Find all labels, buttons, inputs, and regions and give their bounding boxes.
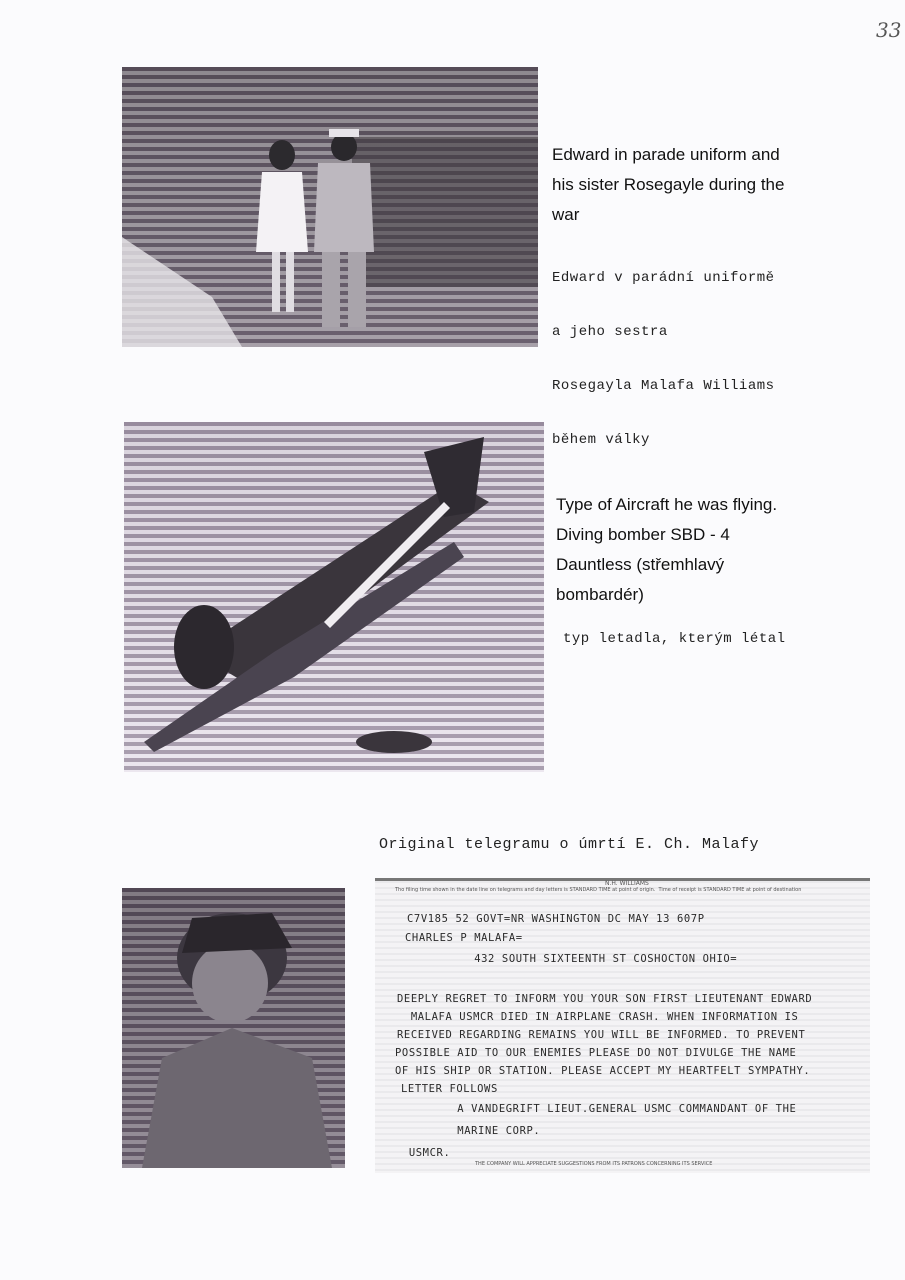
caption-1-english-line: his sister Rosegayle during the [552,175,785,194]
telegram-footer-note: THE COMPANY WILL APPRECIATE SUGGESTIONS FROM ITS PATRONS CONCERNING ITS SERVICE [475,1161,713,1167]
telegram-line: MALAFA USMCR DIED IN AIRPLANE CRASH. WHEN INFORMATION IS [397,1011,799,1023]
telegram-line: LETTER FOLLOWS [401,1083,498,1095]
caption-1-czech-line: Edward v parádní uniformě [552,270,775,286]
caption-2-czech: typ letadla, kterým létal [563,631,786,647]
caption-2-english-line: Diving bomber SBD - 4 [556,525,730,544]
caption-1-czech-line: během války [552,432,650,448]
caption-2-english [556,490,796,610]
photo-edward-and-sister [122,67,538,347]
telegram-line: 432 SOUTH SIXTEENTH ST COSHOCTON OHIO= [405,953,738,965]
caption-2-english-line: Type of Aircraft he was flying. [556,495,778,514]
telegram-line: C7V185 52 GOVT=NR WASHINGTON DC MAY 13 607P [407,913,705,925]
caption-1-english [552,140,832,230]
caption-1-czech-line: Rosegayla Malafa Williams [552,378,775,394]
telegram-brand: N.H. WILLIAMS [605,880,649,887]
caption-1-czech-line: a jeho sestra [552,324,668,340]
telegram-header-note: Tho filing time shown in the date line on telegrams and day letters is STANDARD TIME at point of origin. Time of receipt is STANDARD TIME at point of destination [395,887,802,893]
telegram-heading: Original telegramu o úmrtí E. Ch. Malafy [379,836,760,853]
telegram-line: MARINE CORP. [395,1125,541,1137]
caption-1-english-line: Edward in parade uniform and [552,145,780,164]
telegram-line: POSSIBLE AID TO OUR ENEMIES PLEASE DO NOT DIVULGE THE NAME [395,1047,797,1059]
page-number: 33 [876,18,902,42]
photo-dauntless-aircraft [124,422,544,772]
telegram-line: OF HIS SHIP OR STATION. PLEASE ACCEPT MY HEARTFELT SYMPATHY. [395,1065,811,1077]
telegram-line: CHARLES P MALAFA= [405,932,523,944]
caption-1-english-line: war [552,205,580,224]
caption-2-english-line: Dauntless (střemhlavý [556,555,725,574]
photo-edward-portrait [122,888,345,1168]
telegram-document [375,878,870,1173]
caption-2-english-line: bombardér) [556,585,644,604]
caption-1-czech [552,233,842,467]
telegram-line: A VANDEGRIFT LIEUT.GENERAL USMC COMMANDANT OF THE [395,1103,797,1115]
telegram-line: USMCR. [395,1147,451,1159]
telegram-line: DEEPLY REGRET TO INFORM YOU YOUR SON FIRST LIEUTENANT EDWARD [397,993,813,1005]
telegram-line: RECEIVED REGARDING REMAINS YOU WILL BE INFORMED. TO PREVENT [397,1029,806,1041]
